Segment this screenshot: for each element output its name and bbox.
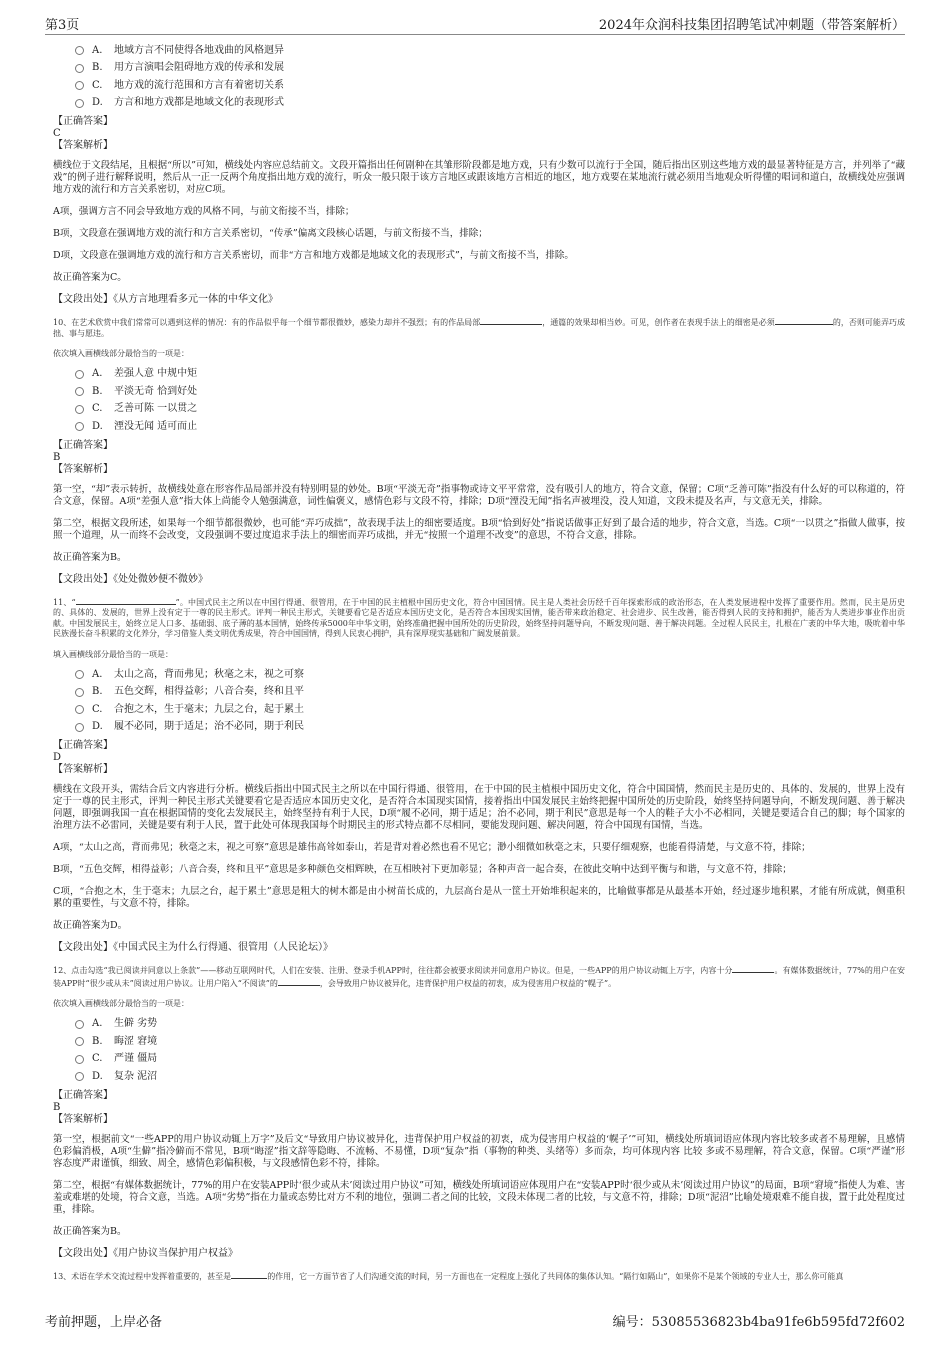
- radio-icon[interactable]: [75, 723, 84, 732]
- q12-prompt: 依次填入画横线部分最恰当的一项是：: [53, 999, 189, 1008]
- q9-option-d[interactable]: D. 方言和地方戏都是地域文化的表现形式: [53, 95, 905, 113]
- q10-option-b[interactable]: B. 平淡无奇 恰到好处: [53, 383, 905, 401]
- document-title: 2024年众润科技集团招聘笔试冲刺题（带答案解析）: [598, 18, 905, 33]
- q9-source: 【文段出处】《从方言地理看多元一体的中华文化》: [53, 294, 278, 305]
- q12-option-d[interactable]: D. 复杂 泥沼: [53, 1068, 905, 1086]
- radio-icon[interactable]: [75, 81, 84, 90]
- q12-answer: B: [53, 1101, 61, 1113]
- q10-option-c[interactable]: C. 乏善可陈 一以贯之: [53, 401, 905, 419]
- q11-option-a[interactable]: A. 太山之高，背而弗见；秋毫之末，视之可察: [53, 666, 905, 684]
- q9-options: [53, 42, 905, 112]
- q9-analysis-3: B项，文段意在强调地方戏的流行和方言关系密切，“传承”偏离文段核心话题，与前文衔接不当，排除；: [53, 228, 488, 239]
- document-code: 编号：53085536823b4ba91fe6b595fd72f602: [612, 1315, 905, 1330]
- q10-analysis-1: 第一空，“却”表示转折，故横线处意在形容作品局部并没有特别明显的妙处。B项“平淡无奇”指事物或诗文平平常常，没有吸引人的地方，符合文意，保留；C项“乏善可陈”指没有什么好的可以称道的，符合文意，保留。A项“差强人意”指大体上尚能令人勉强满意，词性偏褒义，感情色彩与文段不符，排除；D项“湮没无闻”指名声被埋没，没人知道，文段未提及名声，与文意无关，排除。: [53, 483, 905, 507]
- blank-line: [775, 316, 833, 325]
- radio-icon[interactable]: [75, 1072, 84, 1081]
- q10-conclusion: 故正确答案为B。: [53, 551, 127, 563]
- q11-stem: 11、“ ”。中国式民主之所以在中国行得通、很管用，在于中国的民主植根中国历史文化，符合中国国情。民主是人类社会历经千百年探索形成的政治形态，在人类发展进程中发挥了重要作用。然而，民主是历史的、具体的、发展的，世界上没有定于一尊的民主形式。评判一种民主形式，关键要看它是否适应本国历史文化，是否符合本国现实国情，能否带来政治稳定、社会进步、民生改善，能否得到人民的支持和拥护，能否为人类进步事业作出贡献。中国发展民主，始终立足人口多、基础弱、底子薄的基本国情，始终传承5000年中华文明，始终准确把握中国所处的历史阶段，始终坚持问题导向，不断发现问题、善于解决问题。全过程人民民主，扎根在广袤的中华大地，吸吮着中华民族漫长奋斗积累的文化养分，学习借鉴人类文明优秀成果，符合中国国情，得到人民衷心拥护，具有深厚现实基础和广阔发展前景。: [53, 597, 905, 638]
- q10-stem: 10、在艺术欣赏中我们常常可以遇到这样的情况：有的作品似乎每一个细节都很微妙，感染力却并不强烈；有的作品局部 ，通篇的效果却相当妙。可见，创作者在表现手法上的细密是必须 的，否则可能弄巧成拙、事与愿违。: [53, 318, 905, 338]
- radio-icon[interactable]: [75, 405, 84, 414]
- radio-icon[interactable]: [75, 64, 84, 73]
- radio-icon[interactable]: [75, 670, 84, 679]
- answer-label: 【正确答案】: [53, 116, 113, 127]
- radio-icon[interactable]: [75, 46, 84, 55]
- q12-analysis-1: 第一空，根据前文“一些APP的用户协议动辄上万字”及后文“导致用户协议被异化，违背保护用户权益的初衷，成为侵害用户权益的‘幌子’”可知，横线处所填词语应体现内容比较多或者不易理解，且感情色彩偏消极，A项“生僻”指冷僻而不常见，B项“晦涩”指文辞等隐晦、不流畅、不易懂，D项“复杂”指（事物的种类、头绪等）多而杂，均可体现内容 比较 多或不易理解，符合文意，保留。C项“严谨”形容态度严肃谨慎，细致、周全，感情色彩偏积极，与文段感情色彩不符，排除。: [53, 1133, 905, 1169]
- q9-answer: C: [53, 128, 61, 139]
- q11-prompt: 填入画横线部分最恰当的一项是：: [53, 649, 173, 659]
- q10-option-d[interactable]: D. 湮没无闻 适可而止: [53, 418, 905, 436]
- q9-analysis-4: D项，文段意在强调地方戏的流行和方言关系密切，而非“方言和地方戏都是地域文化的表现形式”，与前文衔接不当，排除。: [53, 250, 574, 261]
- q12-source: 【文段出处】《用户协议当保护用户权益》: [53, 1247, 238, 1259]
- analysis-label: 【答案解析】: [53, 463, 113, 475]
- q11-options: [53, 666, 905, 736]
- q9-option-b[interactable]: B. 用方言演唱会阻碍地方戏的传承和发展: [53, 60, 905, 78]
- q12-options: [53, 1016, 905, 1086]
- q10-options: [53, 366, 905, 436]
- q12-option-a[interactable]: A. 生僻 劣势: [53, 1016, 905, 1034]
- footer-slogan: 考前押题，上岸必备: [45, 1315, 163, 1330]
- q11-answer: D: [53, 752, 62, 763]
- q10-option-a[interactable]: A. 差强人意 中规中矩: [53, 366, 905, 384]
- page-header: [45, 12, 905, 35]
- blank-line: [231, 1270, 267, 1279]
- q9-option-a[interactable]: A. 地域方言不同使得各地戏曲的风格迥异: [53, 42, 905, 60]
- page-number: 第3页: [45, 18, 80, 33]
- analysis-label: 【答案解析】: [53, 140, 113, 151]
- q10-prompt: 依次填入画横线部分最恰当的一项是：: [53, 349, 189, 358]
- page-footer: [45, 1307, 905, 1333]
- q11-analysis-4: C项，“合抱之木，生于毫末；九层之台，起于累土”意思是粗大的树木都是由小树苗长成的，九层高台是从一筐土开始堆积起来的，比喻做事都是从最基本开始，经过逐步地积累，才能有所成就，侧重积累的重要性，与文意不符，排除。: [53, 886, 905, 909]
- q12-conclusion: 故正确答案为B。: [53, 1225, 127, 1237]
- radio-icon[interactable]: [75, 387, 84, 396]
- q9-option-c[interactable]: C. 地方戏的流行范围和方言有着密切关系: [53, 77, 905, 95]
- q11-conclusion: 故正确答案为D。: [53, 920, 128, 931]
- q11-option-c[interactable]: C. 合抱之木，生于毫末；九层之台，起于累土: [53, 701, 905, 719]
- blank-line: [480, 316, 542, 325]
- blank-line: [732, 964, 774, 973]
- q11-analysis-3: B项，“五色交辉，相得益彰；八音合奏，终和且平”意思是多种颜色交相辉映，在互相映衬下更加彰显；各种声音一起合奏，在彼此交响中达到平衡与和谐，与文意不符，排除；: [53, 864, 792, 875]
- q9-analysis-2: A项，强调方言不同会导致地方戏的风格不同，与前文衔接不当，排除；: [53, 206, 355, 217]
- q12-option-b[interactable]: B. 晦涩 窘境: [53, 1033, 905, 1051]
- radio-icon[interactable]: [75, 1055, 84, 1064]
- radio-icon[interactable]: [75, 1037, 84, 1046]
- q11-analysis-2: A项，“太山之高，背而弗见；秋毫之末，视之可察”意思是雄伟高耸如泰山，若是背对着必然也看不见它；渺小细微如秋毫之末，只要仔细观察，也能看得清楚，与文意不符，排除；: [53, 842, 811, 853]
- q10-analysis-2: 第二空，根据文段所述，如果每一个细节都很微妙，也可能“弄巧成拙”，故表现手法上的细密要适度。B项“恰到好处”指说话做事正好到了最合适的地步，符合文意，当选。C项“一以贯之”指做人做事，按照一个道理，从一而终不会改变，文段强调不要过度追求手法上的细密而弄巧成拙，并无“按照一个道理不改变”的意思，不符合文意，排除。: [53, 517, 905, 541]
- radio-icon[interactable]: [75, 688, 84, 697]
- q10-source: 【文段出处】《处处微妙便不微妙》: [53, 573, 208, 585]
- analysis-label: 【答案解析】: [53, 764, 113, 775]
- q9-conclusion: 故正确答案为C。: [53, 272, 127, 283]
- q11-source: 【文段出处】《中国式民主为什么行得通、很管用（人民论坛）》: [53, 942, 333, 953]
- document-body: [53, 42, 905, 1282]
- q11-option-d[interactable]: D. 履不必同，期于适足；治不必同，期于利民: [53, 719, 905, 737]
- q13-stem: 13、术语在学术交流过程中发挥着重要的，甚至是 的作用，它一方面节省了人们沟通交流的时间，另一方面也在一定程度上强化了共同体的集体认知。“隔行如隔山”，如果你不是某个领域的专业人士，那么你可能真: [53, 1271, 844, 1281]
- answer-label: 【正确答案】: [53, 740, 113, 751]
- q9-analysis-1: 横线位于文段结尾，且根据“所以”可知，横线处内容应总结前文。文段开篇指出任何剧种在其雏形阶段都是地方戏，只有少数可以流行于全国，随后指出区别这些地方戏的最显著特征是方言，并列举了“藏戏”的例子进行解释说明，然后从一正一反两个角度指出地方戏的流行，听众一般只限于该方言地区或跟该地方言相近的地区，地方戏要在某地流行就必须用当地观众听得懂的唱词和道白，故横线处应强调地方戏的流行和方言关系密切，对应C项。: [53, 160, 905, 195]
- radio-icon[interactable]: [75, 422, 84, 431]
- radio-icon[interactable]: [75, 370, 84, 379]
- analysis-label: 【答案解析】: [53, 1113, 113, 1125]
- radio-icon[interactable]: [75, 705, 84, 714]
- q11-option-b[interactable]: B. 五色交辉，相得益彰；八音合奏，终和且平: [53, 684, 905, 702]
- q10-answer: B: [53, 451, 61, 463]
- q12-stem: 12、点击勾选“我已阅读并同意以上条款”——移动互联网时代，人们在安装、注册、登录手机APP时，往往都会被要求阅读并同意用户协议。但是，一些APP的用户协议动辄上万字，内容十分 。有媒体数据统计，77%的用户在安装APP时“很少或从未”阅读过用户协议。让用户陷入“不阅读”的 ，会导致用户协议被异化，违背保护用户权益的初衷，成为侵害用户权益的“幌子”。: [53, 966, 906, 988]
- answer-label: 【正确答案】: [53, 1089, 113, 1101]
- radio-icon[interactable]: [75, 1020, 84, 1029]
- blank-line: [278, 977, 320, 986]
- blank-line: [76, 596, 176, 605]
- q11-analysis-1: 横线在文段开头，需结合后文内容进行分析。横线后指出中国式民主之所以在中国行得通、很管用，在于中国的民主植根中国历史文化，符合中国国情，然而民主是历史的、具体的、发展的，世界上没有定于一尊的民主形式，评判一种民主形式关键要看它是否适应本国历史文化，是否符合本国现实国情，接着指出中国发展民主始终把握中国所处的历史阶段，始终坚持问题导向，不断发现问题、善于解决问题，即强调我国一直在根据国情的变化去发展民主，始终坚持有利于人民，D项“履不必同，期于适足；治不必同，期于利民”意思是每一个人的鞋子大小不必相同，关键是要适合自己的脚；每个国家的治理方法不必雷同，关键是要有利于人民，置于此处可体现我国每个时期民主的形式特点都不尽相同，要能发现问题、解决问题，符合中国现有国情，当选。: [53, 784, 905, 831]
- radio-icon[interactable]: [75, 99, 84, 108]
- q12-option-c[interactable]: C. 严谨 僵局: [53, 1051, 905, 1069]
- answer-label: 【正确答案】: [53, 439, 113, 451]
- q12-analysis-2: 第二空，根据“有媒体数据统计，77%的用户在安装APP时‘很少或从未’阅读过用户协议”可知，横线处所填词语应体现用户在“安装APP时‘很少或从未’阅读过用户协议”的局面，B项“窘境”指使人为难、害羞或难堪的处境，符合文意，当选。A项“劣势”指在力量或态势比对方不利的地位，强调二者之间的比较，文段未体现二者的比较，与文意不符，排除；D项“泥沼”比喻处境艰难不能自拔，置于此处程度过重，排除。: [53, 1179, 905, 1215]
